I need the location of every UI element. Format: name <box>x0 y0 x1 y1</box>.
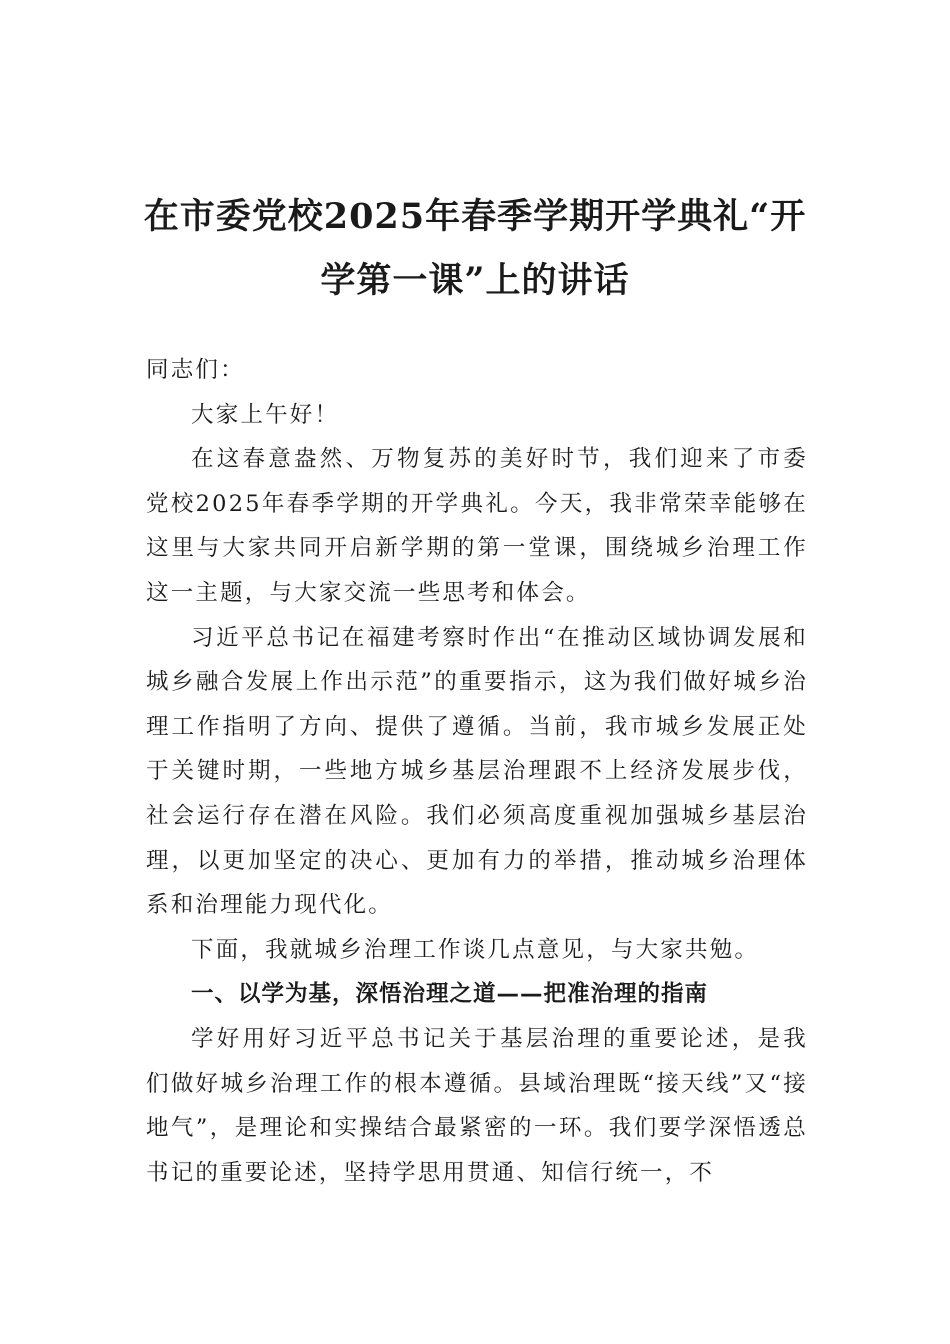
paragraph-2: 习近平总书记在福建考察时作出“在推动区域协调发展和城乡融合发展上作出示范”的重要指示，这为我们做好城乡治理工作指明了方向、提供了遵循。当前，我市城乡发展正处于关键时期，一些地方城乡基层治理跟不上经济发展步伐，社会运行存在潜在风险。我们必须高度重视加强城乡基层治理，以更加坚定的决心、更加有力的举措，推动城乡治理体系和治理能力现代化。 <box>146 624 808 919</box>
paragraph-3: 下面，我就城乡治理工作谈几点意见，与大家共勉。 <box>191 936 760 963</box>
section-heading-1: 一、以学为基，深悟治理之道——把准治理的指南 <box>191 981 709 1008</box>
title-line-1: 在市委党校2025年春季学期开学典礼“开 <box>143 196 807 238</box>
page-title <box>120 185 830 313</box>
greeting: 大家上午好！ <box>191 401 340 428</box>
salutation: 同志们： <box>146 357 245 383</box>
paragraph-4: 学好用好习近平总书记关于基层治理的重要论述，是我们做好城乡治理工作的根本遵循。县域治理既“接天线”又“接地气”，是理论和实操结合最紧密的一环。我们要学深悟透总书记的重要论述，坚持学思用贯通、知信行统一，不 <box>146 1025 808 1186</box>
paragraph-1: 在这春意盎然、万物复苏的美好时节，我们迎来了市委党校2025年春季学期的开学典礼。今天，我非常荣幸能够在这里与大家共同开启新学期的第一堂课，围绕城乡治理工作这一主题，与大家交流一些思考和体会。 <box>146 446 808 606</box>
speech-body <box>146 348 808 1195</box>
title-line-2: 学第一课”上的讲话 <box>320 260 630 302</box>
